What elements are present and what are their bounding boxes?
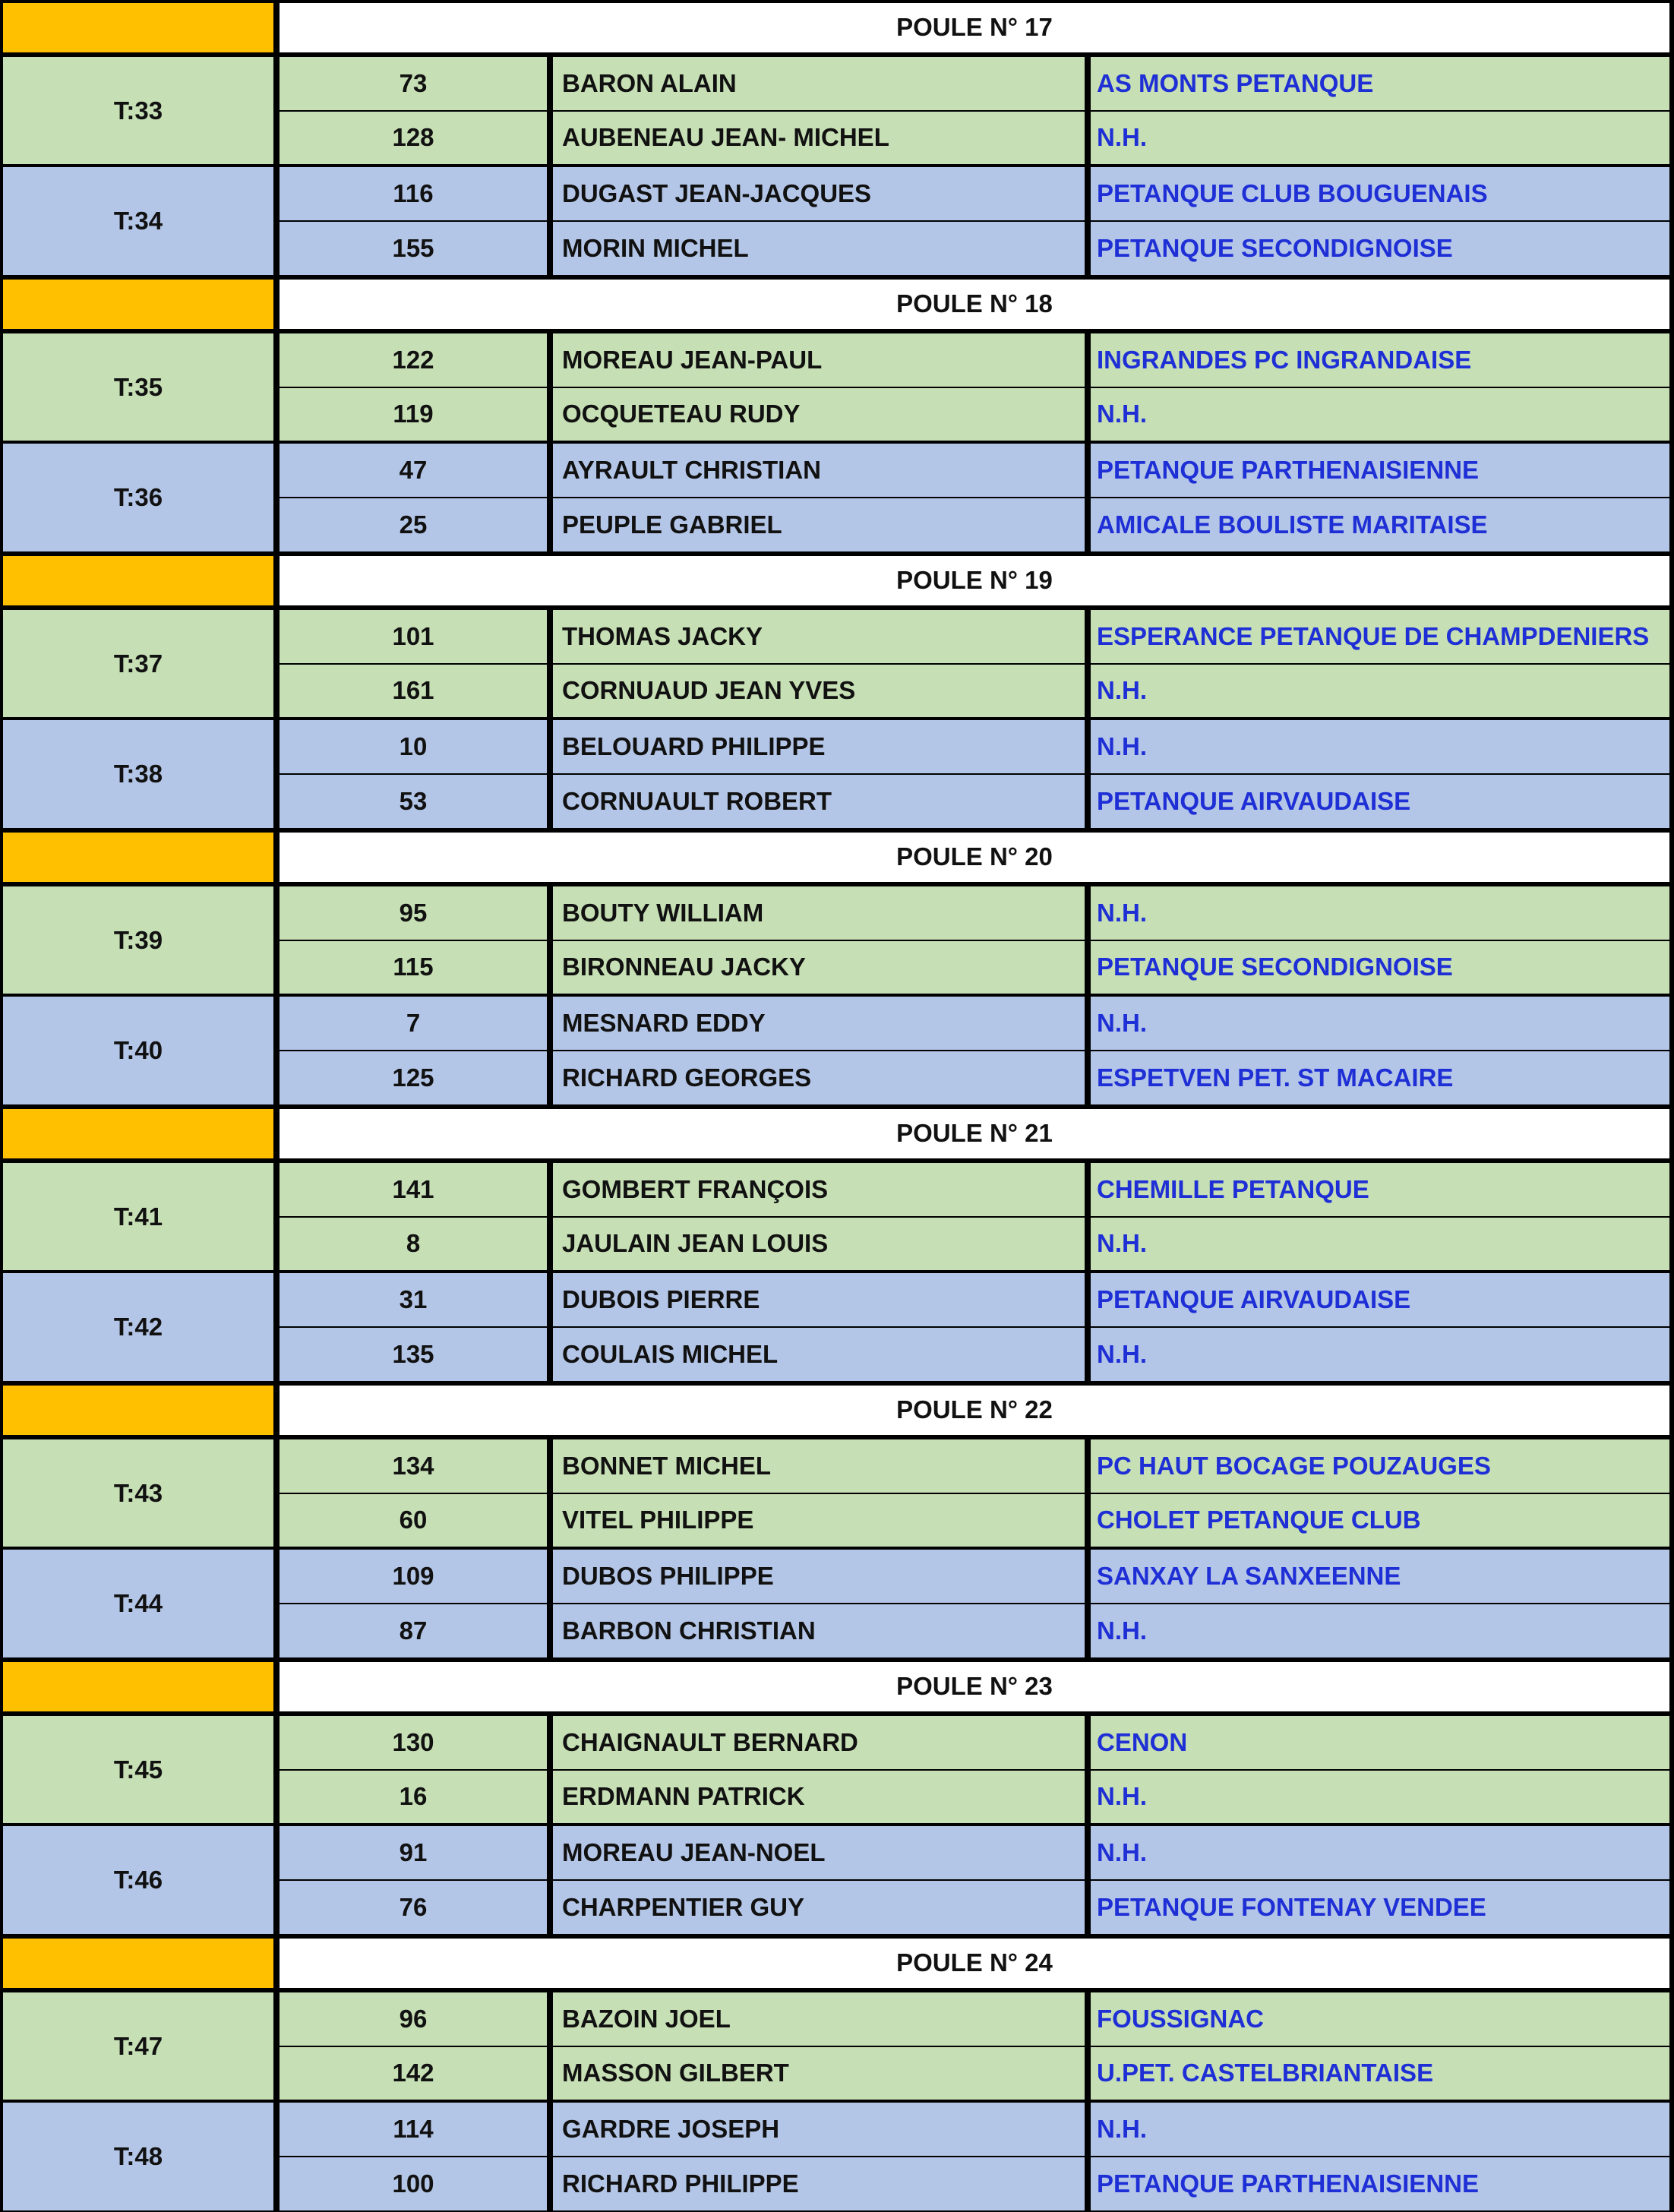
player-name: GOMBERT FRANÇOIS <box>553 1163 1085 1216</box>
player-name: MORIN MICHEL <box>553 222 1085 275</box>
pool-marker <box>3 1109 273 1158</box>
player-name: JAULAIN JEAN LOUIS <box>553 1218 1085 1271</box>
player-club: CHEMILLE PETANQUE <box>1091 1163 1669 1216</box>
table-label: T:47 <box>3 1992 273 2100</box>
table-label: T:44 <box>3 1550 273 1657</box>
pool-title: POULE N° 22 <box>280 1386 1669 1435</box>
player-name: BAZOIN JOEL <box>553 1992 1085 2046</box>
player-name: DUBOIS PIERRE <box>553 1273 1085 1326</box>
player-number: 116 <box>280 167 547 220</box>
table-label: T:42 <box>3 1273 273 1381</box>
player-name: AUBENEAU JEAN- MICHEL <box>553 112 1085 165</box>
player-name: BOUTY WILLIAM <box>553 886 1085 940</box>
player-number: 128 <box>280 112 547 165</box>
player-number: 130 <box>280 1716 547 1769</box>
player-name: CHARPENTIER GUY <box>553 1881 1085 1934</box>
player-number: 141 <box>280 1163 547 1216</box>
player-club: PETANQUE PARTHENAISIENNE <box>1091 2157 1669 2210</box>
player-number: 10 <box>280 720 547 773</box>
player-club: PETANQUE AIRVAUDAISE <box>1091 775 1669 828</box>
player-number: 8 <box>280 1218 547 1271</box>
player-name: BONNET MICHEL <box>553 1439 1085 1493</box>
player-name: BELOUARD PHILIPPE <box>553 720 1085 773</box>
player-club: PETANQUE SECONDIGNOISE <box>1091 941 1669 994</box>
player-club: ESPERANCE PETANQUE DE CHAMPDENIERS <box>1091 610 1669 663</box>
table-label: T:39 <box>3 886 273 994</box>
player-number: 155 <box>280 222 547 275</box>
player-club: AS MONTS PETANQUE <box>1091 57 1669 110</box>
player-number: 122 <box>280 333 547 387</box>
player-number: 25 <box>280 498 547 551</box>
table-label: T:45 <box>3 1716 273 1824</box>
pool-marker <box>3 280 273 329</box>
player-number: 109 <box>280 1550 547 1603</box>
player-number: 101 <box>280 610 547 663</box>
player-name: GARDRE JOSEPH <box>553 2103 1085 2156</box>
player-number: 60 <box>280 1494 547 1547</box>
player-club: N.H. <box>1091 720 1669 773</box>
player-club: N.H. <box>1091 1604 1669 1657</box>
player-name: DUBOS PHILIPPE <box>553 1550 1085 1603</box>
player-number: 125 <box>280 1051 547 1104</box>
player-club: PC HAUT BOCAGE POUZAUGES <box>1091 1439 1669 1493</box>
table-label: T:41 <box>3 1163 273 1271</box>
player-club: CENON <box>1091 1716 1669 1769</box>
player-name: PEUPLE GABRIEL <box>553 498 1085 551</box>
pool-marker <box>3 1939 273 1988</box>
player-number: 134 <box>280 1439 547 1493</box>
player-name: AYRAULT CHRISTIAN <box>553 444 1085 497</box>
table-label: T:33 <box>3 57 273 165</box>
player-name: THOMAS JACKY <box>553 610 1085 663</box>
table-label: T:35 <box>3 333 273 441</box>
player-number: 115 <box>280 941 547 994</box>
player-number: 161 <box>280 665 547 718</box>
player-name: BARON ALAIN <box>553 57 1085 110</box>
player-name: COULAIS MICHEL <box>553 1328 1085 1381</box>
player-club: FOUSSIGNAC <box>1091 1992 1669 2046</box>
table-label: T:36 <box>3 444 273 551</box>
player-name: OCQUETEAU RUDY <box>553 388 1085 441</box>
pool-title: POULE N° 21 <box>280 1109 1669 1158</box>
player-club: N.H. <box>1091 665 1669 718</box>
player-name: CHAIGNAULT BERNARD <box>553 1716 1085 1769</box>
player-name: RICHARD GEORGES <box>553 1051 1085 1104</box>
pool-title: POULE N° 17 <box>280 3 1669 52</box>
player-club: PETANQUE SECONDIGNOISE <box>1091 222 1669 275</box>
pool-title: POULE N° 24 <box>280 1939 1669 1988</box>
table-label: T:38 <box>3 720 273 828</box>
pool-marker <box>3 1662 273 1711</box>
pool-title: POULE N° 18 <box>280 280 1669 329</box>
player-club: N.H. <box>1091 388 1669 441</box>
player-number: 53 <box>280 775 547 828</box>
player-club: N.H. <box>1091 1328 1669 1381</box>
player-club: N.H. <box>1091 2103 1669 2156</box>
player-name: MASSON GILBERT <box>553 2047 1085 2100</box>
player-club: N.H. <box>1091 886 1669 940</box>
player-number: 87 <box>280 1604 547 1657</box>
player-number: 95 <box>280 886 547 940</box>
player-club: N.H. <box>1091 112 1669 165</box>
player-number: 7 <box>280 997 547 1050</box>
player-name: ERDMANN PATRICK <box>553 1771 1085 1824</box>
player-number: 135 <box>280 1328 547 1381</box>
player-name: MOREAU JEAN-PAUL <box>553 333 1085 387</box>
player-number: 31 <box>280 1273 547 1326</box>
player-number: 76 <box>280 1881 547 1934</box>
table-label: T:40 <box>3 997 273 1104</box>
player-club: PETANQUE FONTENAY VENDEE <box>1091 1881 1669 1934</box>
player-club: N.H. <box>1091 1826 1669 1879</box>
player-name: MOREAU JEAN-NOEL <box>553 1826 1085 1879</box>
pool-title: POULE N° 19 <box>280 556 1669 605</box>
table-label: T:37 <box>3 610 273 718</box>
player-club: SANXAY LA SANXEENNE <box>1091 1550 1669 1603</box>
player-number: 47 <box>280 444 547 497</box>
player-club: PETANQUE CLUB BOUGUENAIS <box>1091 167 1669 220</box>
table-label: T:46 <box>3 1826 273 1934</box>
player-club: N.H. <box>1091 997 1669 1050</box>
player-name: CORNUAUD JEAN YVES <box>553 665 1085 718</box>
player-number: 16 <box>280 1771 547 1824</box>
table-label: T:48 <box>3 2103 273 2210</box>
player-name: BIRONNEAU JACKY <box>553 941 1085 994</box>
pool-marker <box>3 3 273 52</box>
player-name: DUGAST JEAN-JACQUES <box>553 167 1085 220</box>
player-number: 142 <box>280 2047 547 2100</box>
player-club: PETANQUE AIRVAUDAISE <box>1091 1273 1669 1326</box>
player-club: AMICALE BOULISTE MARITAISE <box>1091 498 1669 551</box>
player-number: 96 <box>280 1992 547 2046</box>
pool-marker <box>3 1386 273 1435</box>
player-number: 91 <box>280 1826 547 1879</box>
pool-marker <box>3 833 273 882</box>
player-name: RICHARD PHILIPPE <box>553 2157 1085 2210</box>
player-name: BARBON CHRISTIAN <box>553 1604 1085 1657</box>
pool-title: POULE N° 20 <box>280 833 1669 882</box>
player-number: 119 <box>280 388 547 441</box>
player-club: PETANQUE PARTHENAISIENNE <box>1091 444 1669 497</box>
table-label: T:34 <box>3 167 273 275</box>
player-club: CHOLET PETANQUE CLUB <box>1091 1494 1669 1547</box>
player-name: MESNARD EDDY <box>553 997 1085 1050</box>
player-club: N.H. <box>1091 1771 1669 1824</box>
player-number: 73 <box>280 57 547 110</box>
player-number: 114 <box>280 2103 547 2156</box>
player-name: VITEL PHILIPPE <box>553 1494 1085 1547</box>
table-label: T:43 <box>3 1439 273 1547</box>
player-club: ESPETVEN PET. ST MACAIRE <box>1091 1051 1669 1104</box>
player-club: N.H. <box>1091 1218 1669 1271</box>
player-club: INGRANDES PC INGRANDAISE <box>1091 333 1669 387</box>
player-name: CORNUAULT ROBERT <box>553 775 1085 828</box>
player-number: 100 <box>280 2157 547 2210</box>
player-club: U.PET. CASTELBRIANTAISE <box>1091 2047 1669 2100</box>
pool-title: POULE N° 23 <box>280 1662 1669 1711</box>
pool-marker <box>3 556 273 605</box>
